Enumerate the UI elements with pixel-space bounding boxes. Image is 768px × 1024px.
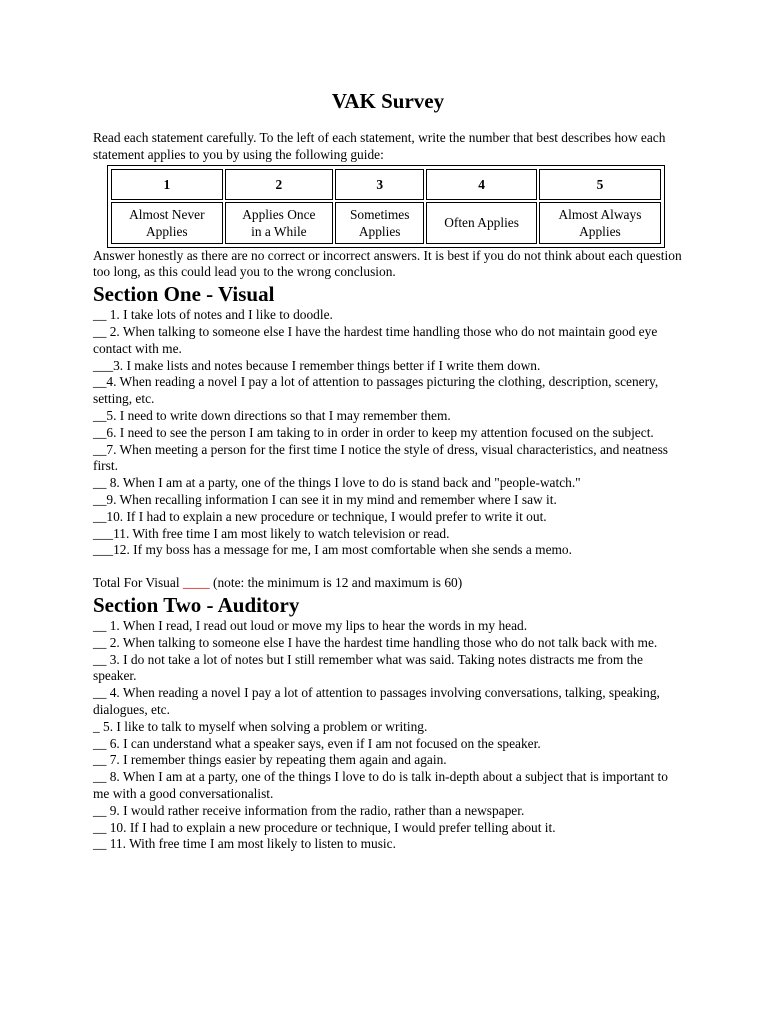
- rating-number: 2: [225, 169, 333, 200]
- list-item: __ 2. When talking to someone else I have the hardest time handling those who do not maintain good eye contact with me.: [93, 323, 658, 356]
- list-item: __ 10. If I had to explain a new procedure or technique, I would prefer telling about it.: [93, 819, 556, 835]
- list-item: __ 4. When reading a novel I pay a lot of attention to passages involving conversations, talking, speaking, dialogues, etc.: [93, 685, 660, 717]
- list-item: __ 8. When I am at a party, one of the things I love to do is talk in-depth about a subject that is important to me with a good conversationalist.: [93, 769, 668, 801]
- rating-label: Almost Always Applies: [539, 202, 661, 244]
- list-item: __4. When reading a novel I pay a lot of attention to passages picturing the clothing, description, scenery, setting, etc.: [93, 374, 659, 407]
- list-item: __ 1. When I read, I read out loud or move my lips to hear the words in my head.: [93, 617, 528, 633]
- advice-paragraph: Answer honestly as there are no correct or incorrect answers. It is best if you do not think about each question too long, as this could lead you to the wrong conclusion.: [93, 247, 682, 280]
- list-item: __ 1. I take lots of notes and I like to doodle.: [93, 307, 333, 323]
- section-one-heading: Section One - Visual: [93, 282, 275, 307]
- list-item: __ 11. With free time I am most likely to listen to music.: [93, 836, 396, 852]
- list-item: __ 7. I remember things easier by repeating them again and again.: [93, 752, 447, 768]
- list-item: __ 2. When talking to someone else I have the hardest time handling those who do not talk back with me.: [93, 634, 658, 650]
- list-item: _ 5. I like to talk to myself when solving a problem or writing.: [93, 718, 428, 734]
- list-item: __7. When meeting a person for the first time I notice the style of dress, visual characteristics, and neatness first.: [93, 441, 668, 474]
- page-title: VAK Survey: [331, 89, 445, 113]
- total-note: (note: the minimum is 12 and maximum is 60): [209, 575, 463, 591]
- list-item: __ 9. I would rather receive information from the radio, rather than a newspaper.: [93, 802, 525, 818]
- rating-number: 3: [335, 169, 424, 200]
- section-one-list: [93, 307, 683, 559]
- rating-number: 4: [426, 169, 537, 200]
- section-two-list: [93, 618, 683, 853]
- rating-label: Often Applies: [426, 202, 537, 244]
- rating-label: Applies Once in a While: [225, 202, 333, 244]
- list-item: ___3. I make lists and notes because I remember things better if I write them down.: [93, 357, 541, 373]
- list-item: __5. I need to write down directions so that I may remember them.: [93, 407, 451, 423]
- list-item: ___11. With free time I am most likely to watch television or read.: [93, 525, 450, 541]
- rating-label: Almost Never Applies: [111, 202, 223, 244]
- rating-numbers-row: [111, 169, 661, 200]
- list-item: __10. If I had to explain a new procedure or technique, I would prefer to write it out.: [93, 508, 547, 524]
- total-label: Total For Visual: [93, 575, 183, 591]
- section-two-heading: Section Two - Auditory: [93, 592, 300, 617]
- visual-total-line: [93, 575, 683, 592]
- list-item: ___12. If my boss has a message for me, I am most comfortable when she sends a memo.: [93, 542, 572, 558]
- list-item: __ 3. I do not take a lot of notes but I still remember what was said. Taking notes distracts me from the speaker.: [93, 651, 643, 684]
- rating-number: 5: [539, 169, 661, 200]
- list-item: __ 6. I can understand what a speaker says, even if I am not focused on the speaker.: [93, 735, 541, 751]
- list-item: __6. I need to see the person I am taking to in order in order to keep my attention focused on the subject.: [93, 424, 654, 440]
- rating-guide-table: [107, 165, 665, 248]
- rating-number: 1: [111, 169, 223, 200]
- document-content: [93, 88, 683, 853]
- rating-labels-row: [111, 202, 661, 244]
- list-item: __ 8. When I am at a party, one of the things I love to do is stand back and "people-watch.": [93, 475, 581, 491]
- total-blank: ____: [182, 575, 210, 591]
- rating-label: Sometimes Applies: [335, 202, 424, 244]
- list-item: __9. When recalling information I can see it in my mind and remember where I saw it.: [93, 491, 557, 507]
- intro-paragraph: Read each statement carefully. To the left of each statement, write the number that best describes how each statement applies to you by using the following guide:: [93, 130, 666, 162]
